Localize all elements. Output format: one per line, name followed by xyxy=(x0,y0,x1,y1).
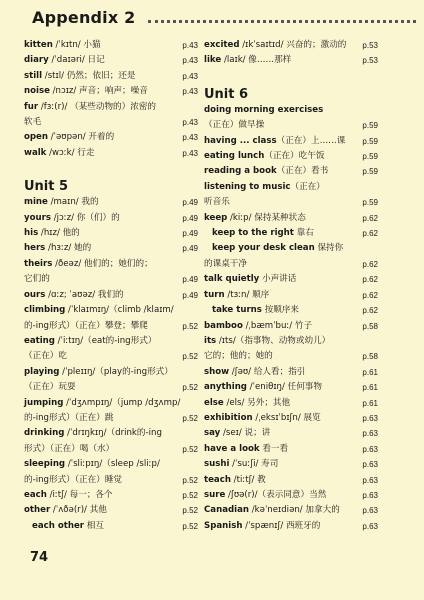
vocab-word: fur xyxy=(24,101,39,112)
vocab-entry xyxy=(204,288,378,303)
vocab-entry xyxy=(24,226,198,241)
vocab-entry xyxy=(204,349,378,364)
vocab-word: hers xyxy=(24,243,46,254)
vocab-entry xyxy=(204,457,378,472)
vocab-definition: /ˈklaɪmɪŋ/（climb /klaɪm/ xyxy=(65,305,174,316)
vocab-word: say xyxy=(204,428,221,439)
vocab-definition: /ˈəʊpən/ 开着的 xyxy=(48,132,115,143)
vocab-entry xyxy=(24,272,198,287)
vocab-definition: /ˈspænɪʃ/ 西班牙的 xyxy=(242,520,321,531)
page-reference: p.63 xyxy=(362,460,378,470)
page-reference: p.59 xyxy=(362,136,378,146)
vocab-definition: /ðeəz/ 他们的；她们的； xyxy=(52,258,153,269)
vocab-definition: （正在）看书 xyxy=(276,166,329,177)
vocab-definition: /els/ 另外；其他 xyxy=(223,397,291,408)
vocab-definition: /ˈdaɪəri/ 日记 xyxy=(48,55,105,66)
vocab-word: talk quietly xyxy=(204,274,260,285)
vocab-word: other xyxy=(24,505,51,516)
vocab-definition: /ˈsliːpɪŋ/（sleep /sliːp/ xyxy=(65,459,160,470)
vocab-definition: /ɪkˈsaɪtɪd/ 兴奋的；激动的 xyxy=(239,40,347,50)
page-reference: p.62 xyxy=(362,275,378,285)
vocab-entry xyxy=(204,38,378,53)
vocab-entry xyxy=(204,334,374,349)
page-reference: p.61 xyxy=(362,383,378,393)
vocab-word: its xyxy=(204,335,217,346)
vocab-entry xyxy=(24,100,194,115)
vocab-entry xyxy=(24,115,198,130)
page-reference: p.63 xyxy=(362,444,378,454)
vocab-word: have a look xyxy=(204,443,260,454)
vocab-definition: （正在）做早操 xyxy=(204,120,265,131)
vocab-word: playing xyxy=(24,366,60,377)
page-reference: p.52 xyxy=(182,506,198,516)
vocab-definition: /hɜːz/ 她的 xyxy=(45,243,92,254)
vocab-entry xyxy=(24,130,198,145)
vocab-entry xyxy=(204,411,378,426)
vocab-entry xyxy=(24,69,198,84)
page-reference: p.43 xyxy=(182,148,198,158)
vocab-definition: /ˈdʒʌmpɪŋ/（jump /dʒʌmp/ xyxy=(63,397,181,408)
vocab-word: his xyxy=(24,228,39,239)
vocab-entry xyxy=(24,473,198,488)
header-title: Appendix 2 xyxy=(32,8,136,27)
vocab-definition: 的-ing形式）（正在）跳 xyxy=(24,412,114,423)
vocab-word: like xyxy=(204,55,222,66)
page-reference: p.52 xyxy=(182,383,198,393)
vocab-definition: 保持你 xyxy=(314,243,344,254)
page-reference: p.62 xyxy=(362,259,378,269)
page-reference: p.63 xyxy=(362,490,378,500)
left-column xyxy=(24,38,198,534)
page-reference: p.52 xyxy=(182,321,198,331)
page-reference: p.52 xyxy=(182,475,198,485)
vocab-word: keep to the right xyxy=(212,228,294,239)
right-column xyxy=(204,38,378,534)
vocab-definition: /wɔːk/ 行走 xyxy=(46,147,95,158)
vocab-entry xyxy=(24,146,198,161)
vocab-word: theirs xyxy=(24,258,53,269)
vocab-word: kitten xyxy=(24,40,53,50)
page-reference: p.49 xyxy=(182,198,198,208)
vocab-entry xyxy=(204,164,378,179)
vocab-definition: /hɪz/ 他的 xyxy=(38,228,80,239)
vocab-definition: /fɜː(r)/ （某些动物的）浓密的 xyxy=(38,101,157,112)
vocab-entry xyxy=(204,195,378,210)
vocab-word: each xyxy=(24,489,47,500)
vocab-entry xyxy=(24,519,198,534)
vocab-word: excited xyxy=(204,40,240,50)
vocab-word: exhibition xyxy=(204,412,253,423)
page-reference: p.52 xyxy=(182,444,198,454)
vocab-definition: /jɔːz/ 你（们）的 xyxy=(50,212,120,223)
page-reference: p.61 xyxy=(362,367,378,377)
vocab-word: sushi xyxy=(204,459,230,470)
vocab-definition: /kəˈneɪdiən/ 加拿大的 xyxy=(249,505,340,516)
vocab-definition: 它们的 xyxy=(24,274,50,285)
vocab-word: listening to music xyxy=(204,181,291,192)
vocab-definition: 的-ing形式）（正在）睡觉 xyxy=(24,474,123,485)
vocab-entry xyxy=(204,272,378,287)
vocab-word: diary xyxy=(24,55,49,66)
vocab-entry xyxy=(24,426,194,441)
vocab-word: open xyxy=(24,132,49,143)
vocab-entry xyxy=(24,411,198,426)
page-reference: p.62 xyxy=(362,213,378,223)
vocab-definition: /iːtʃ/ 每一；各个 xyxy=(46,489,113,500)
vocab-entry xyxy=(204,241,374,256)
vocab-entry xyxy=(24,319,198,334)
vocab-entry xyxy=(204,103,374,118)
page-reference: p.63 xyxy=(362,475,378,485)
page-reference: p.63 xyxy=(362,413,378,423)
vocab-entry xyxy=(204,426,378,441)
vocab-word: each other xyxy=(32,520,85,531)
vocab-definition: 听音乐 xyxy=(204,197,230,208)
vocab-entry xyxy=(24,457,194,472)
vocab-definition: 形式）（正在）喝（水） xyxy=(24,443,115,454)
page-reference: p.63 xyxy=(362,506,378,516)
unit-6-heading: Unit 6 xyxy=(204,86,249,102)
header-dotted-rule xyxy=(148,20,416,23)
vocab-definition: 相互 xyxy=(84,520,104,531)
page-reference: p.49 xyxy=(182,290,198,300)
vocab-definition: /tɜːn/ 顺序 xyxy=(224,289,270,300)
vocab-entry xyxy=(204,396,378,411)
vocab-entry xyxy=(204,519,378,534)
vocab-entry xyxy=(24,241,198,256)
vocab-word: doing morning exercises xyxy=(204,104,324,115)
page-reference: p.63 xyxy=(362,521,378,531)
vocab-definition: 看一看 xyxy=(259,443,289,454)
vocab-entry xyxy=(204,257,378,272)
vocab-entry xyxy=(24,349,198,364)
vocab-entry xyxy=(204,226,378,241)
vocab-entry xyxy=(204,488,378,503)
vocab-word: having ... class xyxy=(204,135,277,146)
vocab-entry xyxy=(204,149,378,164)
page-reference: p.43 xyxy=(182,71,198,81)
vocab-entry xyxy=(204,53,378,68)
vocab-entry xyxy=(24,442,198,457)
vocab-entry xyxy=(24,503,198,518)
vocab-word: yours xyxy=(24,212,51,223)
vocab-definition: /ˈkɪtn/ 小猫 xyxy=(52,40,101,50)
vocab-word: else xyxy=(204,397,224,408)
page-reference: p.43 xyxy=(182,118,198,128)
page-reference: p.59 xyxy=(362,121,378,131)
vocab-word: show xyxy=(204,366,230,377)
page-reference: p.49 xyxy=(182,244,198,254)
vocab-word: Spanish xyxy=(204,520,243,531)
vocab-word: climbing xyxy=(24,305,66,316)
page-reference: p.53 xyxy=(362,56,378,66)
page-reference: p.62 xyxy=(362,306,378,316)
appendix-header xyxy=(10,6,420,32)
vocab-definition: /tiːtʃ/ 教 xyxy=(230,474,266,485)
vocab-word: teach xyxy=(204,474,231,485)
vocab-definition: 小声讲话 xyxy=(259,274,297,285)
vocab-definition: /ʃəʊ/ 给人看；指引 xyxy=(229,366,306,377)
vocab-definition: /seɪ/ 说；讲 xyxy=(220,428,271,439)
vocab-word: Canadian xyxy=(204,505,250,516)
vocab-definition: /ˈiːtɪŋ/（eat的-ing形式） xyxy=(54,335,157,346)
vocab-definition: /ʃʊə(r)/（表示同意）当然 xyxy=(225,489,327,500)
page-reference: p.43 xyxy=(182,41,198,50)
vocab-entry xyxy=(204,365,378,380)
page-reference: p.58 xyxy=(362,321,378,331)
vocab-definition: /maɪn/ 我的 xyxy=(47,197,99,208)
vocab-entry xyxy=(204,303,378,318)
vocab-word: eating xyxy=(24,335,55,346)
vocab-entry xyxy=(204,134,378,149)
page-reference: p.53 xyxy=(362,41,378,50)
vocab-entry xyxy=(24,303,194,318)
page-reference: p.62 xyxy=(362,290,378,300)
vocab-definition: /ɑːz; ˈaʊəz/ 我们的 xyxy=(45,289,124,300)
page-reference: p.59 xyxy=(362,167,378,177)
page-reference: p.49 xyxy=(182,229,198,239)
vocab-definition: 的-ing形式）（正在）攀登；攀爬 xyxy=(24,320,148,331)
vocab-entry xyxy=(204,442,378,457)
page-reference: p.52 xyxy=(182,521,198,531)
page-reference: p.52 xyxy=(182,490,198,500)
vocab-definition: /ˈʌðə(r)/ 其他 xyxy=(50,505,107,516)
vocab-word: drinking xyxy=(24,428,65,439)
vocab-definition: /stɪl/ 仍然；依旧；还是 xyxy=(42,70,136,81)
vocab-definition: /ˈdrɪŋkɪŋ/（drink的-ing xyxy=(64,428,162,439)
vocab-definition: 软毛 xyxy=(24,117,42,128)
vocab-definition: 的课桌干净 xyxy=(204,258,247,269)
page-reference: p.52 xyxy=(182,352,198,362)
page-reference: p.43 xyxy=(182,133,198,143)
vocab-word: still xyxy=(24,70,43,81)
vocab-entry xyxy=(24,488,198,503)
page-reference: p.52 xyxy=(182,413,198,423)
vocab-definition: （正在）吃 xyxy=(24,351,67,362)
vocab-entry xyxy=(24,257,194,272)
page-reference: p.49 xyxy=(182,275,198,285)
vocab-definition: /kiːp/ 保持某种状态 xyxy=(227,212,306,223)
vocab-word: turn xyxy=(204,289,225,300)
vocab-entry xyxy=(204,118,378,133)
vocab-definition: /laɪk/ 像……那样 xyxy=(221,55,292,66)
vocab-entry xyxy=(204,180,374,195)
vocab-entry xyxy=(24,288,198,303)
vocab-word: jumping xyxy=(24,397,64,408)
unit-5-heading: Unit 5 xyxy=(24,179,69,195)
vocab-word: noise xyxy=(24,86,50,97)
vocab-definition: 按顺序来 xyxy=(261,305,300,316)
page-reference: p.62 xyxy=(362,229,378,239)
vocab-entry xyxy=(24,334,194,349)
vocab-definition: /ˌbæmˈbuː/ 竹子 xyxy=(242,320,313,331)
page-reference: p.63 xyxy=(362,429,378,439)
page-number: 74 xyxy=(30,550,49,565)
vocab-word: mine xyxy=(24,197,48,208)
vocab-word: bamboo xyxy=(204,320,243,331)
vocab-entry xyxy=(24,380,198,395)
vocab-entry xyxy=(204,319,378,334)
vocab-entry xyxy=(204,473,378,488)
page-reference: p.59 xyxy=(362,152,378,162)
vocab-definition: /ˈpleɪɪŋ/（play的-ing形式） xyxy=(59,366,173,377)
vocab-entry xyxy=(24,38,198,53)
vocab-word: reading a book xyxy=(204,166,277,177)
vocab-definition: /ɪts/（指事物、动物或幼儿） xyxy=(216,335,331,346)
vocab-word: anything xyxy=(204,382,247,393)
vocab-definition: /ˈsuːʃi/ 寿司 xyxy=(229,459,279,470)
vocab-entry xyxy=(204,211,378,226)
vocab-definition: 靠右 xyxy=(293,228,314,239)
page-reference: p.43 xyxy=(182,87,198,97)
vocab-definition: 它的；他的；她的 xyxy=(204,351,273,362)
vocab-definition: （正在）玩耍 xyxy=(24,382,76,393)
vocab-word: ours xyxy=(24,289,46,300)
page-reference: p.61 xyxy=(362,398,378,408)
vocab-definition: （正在）上……课 xyxy=(276,135,346,146)
vocab-word: take turns xyxy=(212,305,262,316)
vocab-definition: /ˌeksɪˈbɪʃn/ 展览 xyxy=(252,412,321,423)
vocab-entry xyxy=(24,53,198,68)
page-reference: p.59 xyxy=(362,198,378,208)
page-reference: p.58 xyxy=(362,352,378,362)
page-reference: p.43 xyxy=(182,56,198,66)
vocab-entry xyxy=(24,211,198,226)
vocab-entry xyxy=(24,195,198,210)
vocab-word: keep xyxy=(204,212,228,223)
vocab-entry xyxy=(24,396,194,411)
vocab-word: keep your desk clean xyxy=(212,243,315,254)
vocab-word: eating lunch xyxy=(204,151,265,162)
vocab-definition: /nɔɪz/ 声音；响声；噪音 xyxy=(49,86,148,97)
vocab-definition: （正在）吃午饭 xyxy=(264,151,325,162)
vocab-word: sure xyxy=(204,489,226,500)
vocab-word: walk xyxy=(24,147,47,158)
page-reference: p.49 xyxy=(182,213,198,223)
vocab-definition: /ˈeniθɪŋ/ 任何事物 xyxy=(246,382,322,393)
vocab-entry xyxy=(24,365,194,380)
vocab-word: sleeping xyxy=(24,459,66,470)
vocab-entry xyxy=(24,84,198,99)
vocab-entry xyxy=(204,503,378,518)
vocab-definition: （正在） xyxy=(290,181,325,192)
vocab-entry xyxy=(204,380,378,395)
